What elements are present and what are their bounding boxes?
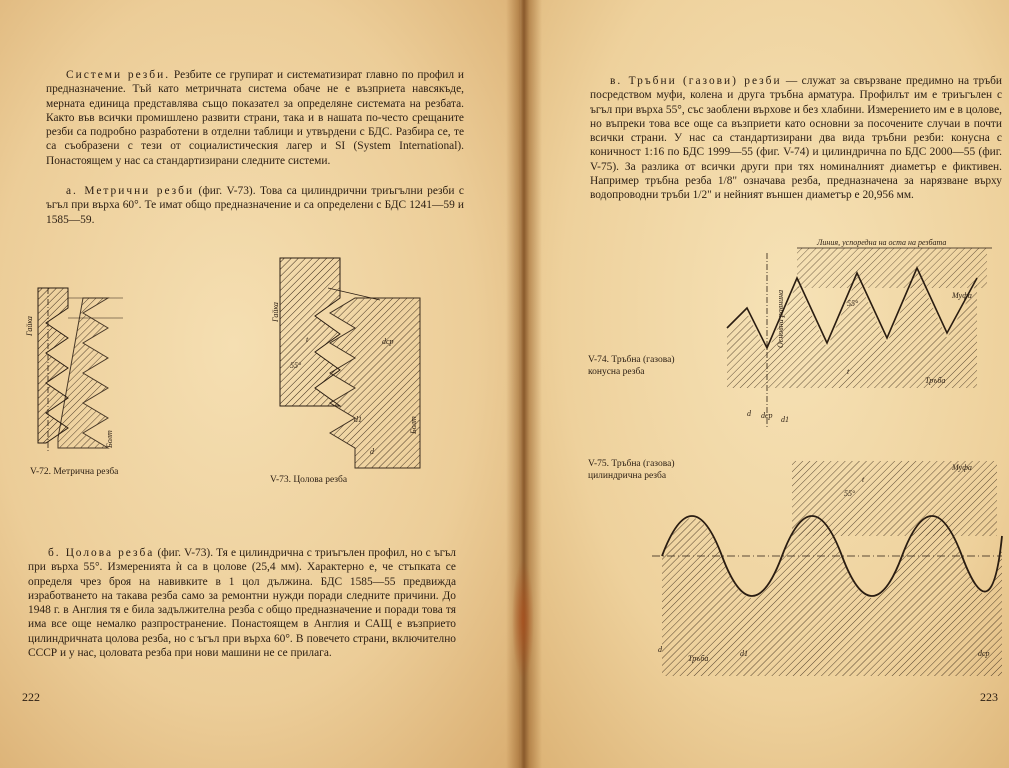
fig75-label-pipe: Тръба bbox=[688, 654, 709, 663]
fig73-label-t: t bbox=[306, 335, 309, 344]
fig74-caption-line1: V-74. Тръбна (газова) bbox=[588, 355, 675, 365]
systems-paragraph bbox=[46, 68, 464, 168]
systems-body: Резбите се групират и систематизират главно по профил и предназначение. Тъй като метричната система обаче не е възприета навсякъде, мерната единица представлява също показател за определяне системата на резбата. Както във всички промишлено развити страни, така и в нашата по-често срещаните резби са подробно разработени в отделни таблици и утвърдени с БДС. Разбира се, те са съобразени с тези от социалистическия лагер и SI (System International). Понастоящем у нас са стандартизирани следните системи. bbox=[46, 69, 464, 167]
fig74-label-t: t bbox=[847, 367, 850, 376]
fig73-label-d1: d1 bbox=[354, 415, 362, 424]
fig74-caption bbox=[588, 354, 674, 378]
pipe-body: — служат за свързване предимно на тръби посредством муфи, колена и друга тръбна арматура. Профилът им е триъгълен с ъгъл при върха 55°, със заоблени върхове и без хлабини. Измерението им е в цолове, но въпреки това все още са възприети като основни за посочените случаи в почти всички страни. У нас са стандартизирани два вида тръбни резби: конусна с коничност 1:16 по БДС 1999—55 (фиг. V-74) и цилиндрична по БДС 2000—55 (фиг. V-75). За разлика от всички други при тях номиналният диаметър е фиктивен. Например тръбна резба 1/8" означава резба, предназначена за нарязване върху водопроводни тръби 1/2" и нейният външен диаметър е 20,956 мм. bbox=[590, 75, 1002, 202]
systems-heading: Системи резби. bbox=[66, 69, 171, 81]
right-page bbox=[522, 0, 1009, 768]
fig75-label-t: t bbox=[862, 475, 865, 484]
fig74-label-dcp: dср bbox=[761, 411, 773, 420]
fig75-label-mufa: Муфа bbox=[952, 463, 972, 472]
fig75-label-dcp: dср bbox=[978, 649, 990, 658]
fig73-label-dcp: dср bbox=[382, 337, 394, 346]
fig74-label-main-plane: Основна равнина bbox=[776, 289, 785, 348]
fig72-label-nut: Гайка bbox=[25, 316, 34, 336]
fig75-angle: 55° bbox=[844, 489, 856, 498]
metric-body: (фиг. V-73). Това са цилиндрични триъгълни резби с ъгъл при върха 60°. Те имат общо предназначение и са определени с БДС 1241—59 и 1585—59. bbox=[46, 185, 464, 226]
figure-v73-inch-thread bbox=[270, 258, 420, 468]
inch-paragraph bbox=[28, 546, 456, 660]
fig75-caption-line1: V-75. Тръбна (газова) bbox=[588, 459, 675, 469]
fig72-label-bolt: Болт bbox=[105, 430, 114, 448]
fig72-caption: V-72. Метрична резба bbox=[30, 467, 119, 477]
page-number-right: 223 bbox=[980, 690, 998, 704]
page-number-left: 222 bbox=[22, 690, 40, 704]
figure-v75-cylindrical-pipe-thread bbox=[652, 456, 1002, 686]
fig73-label-bolt: Болт bbox=[409, 416, 418, 434]
fig75-caption-line2: цилиндрична резба bbox=[588, 471, 667, 481]
metric-heading: а. Метрични резби bbox=[66, 185, 195, 197]
fig75-caption bbox=[588, 458, 674, 482]
figure-v72-metric-thread bbox=[25, 288, 138, 458]
fig73-label-d: d bbox=[370, 447, 374, 456]
inch-body: (фиг. V-73). Тя е цилиндрична с триъгълен профил, но с ъгъл при върха 55°. Измеренията ѝ са в цолове (25,4 мм). Характерно е, че стъпката се определя чрез броя на навивките в 1 цол дължина. БДС 1585—55 предвижда изработването на такава резба само за ремонтни нужди поради следните причини. До 1948 г. в Англия тя е била задължителна резба с общо предназначение и поради това тя има все още немалко разпространение. Понастоящем в Англия и САЩ е възприето цилиндричната цолова резба, но с ъгъл при върха 60°. В повечето страни, включително СССР и у нас, цоловата резба при нови машини не се прилага. bbox=[28, 547, 456, 660]
fig73-angle: 55° bbox=[290, 361, 302, 370]
fig74-caption-line2: конусна резба bbox=[588, 367, 645, 377]
pipe-paragraph bbox=[590, 74, 1002, 203]
metric-paragraph bbox=[46, 184, 464, 227]
fig74-axis-label: Линия, успоредна на оста на резбата bbox=[817, 238, 947, 247]
fig73-caption: V-73. Цолова резба bbox=[270, 475, 348, 485]
fig75-label-d: d bbox=[658, 645, 662, 654]
fig73-label-nut: Гайка bbox=[271, 302, 280, 322]
fig74-label-pipe: Тръба bbox=[925, 376, 946, 385]
fig74-label-d: d bbox=[747, 409, 751, 418]
fig74-label-mufa: Муфа bbox=[952, 291, 972, 300]
pipe-heading: в. Тръбни (газови) резби bbox=[610, 75, 782, 87]
inch-heading: б. Цолова резба bbox=[48, 547, 155, 559]
fig75-label-d1: d1 bbox=[740, 649, 748, 658]
fig74-angle: 55° bbox=[847, 299, 859, 308]
figure-v74-tapered-pipe-thread bbox=[727, 238, 997, 428]
fig74-label-d1: d1 bbox=[781, 415, 789, 424]
paper-stain bbox=[512, 560, 534, 680]
